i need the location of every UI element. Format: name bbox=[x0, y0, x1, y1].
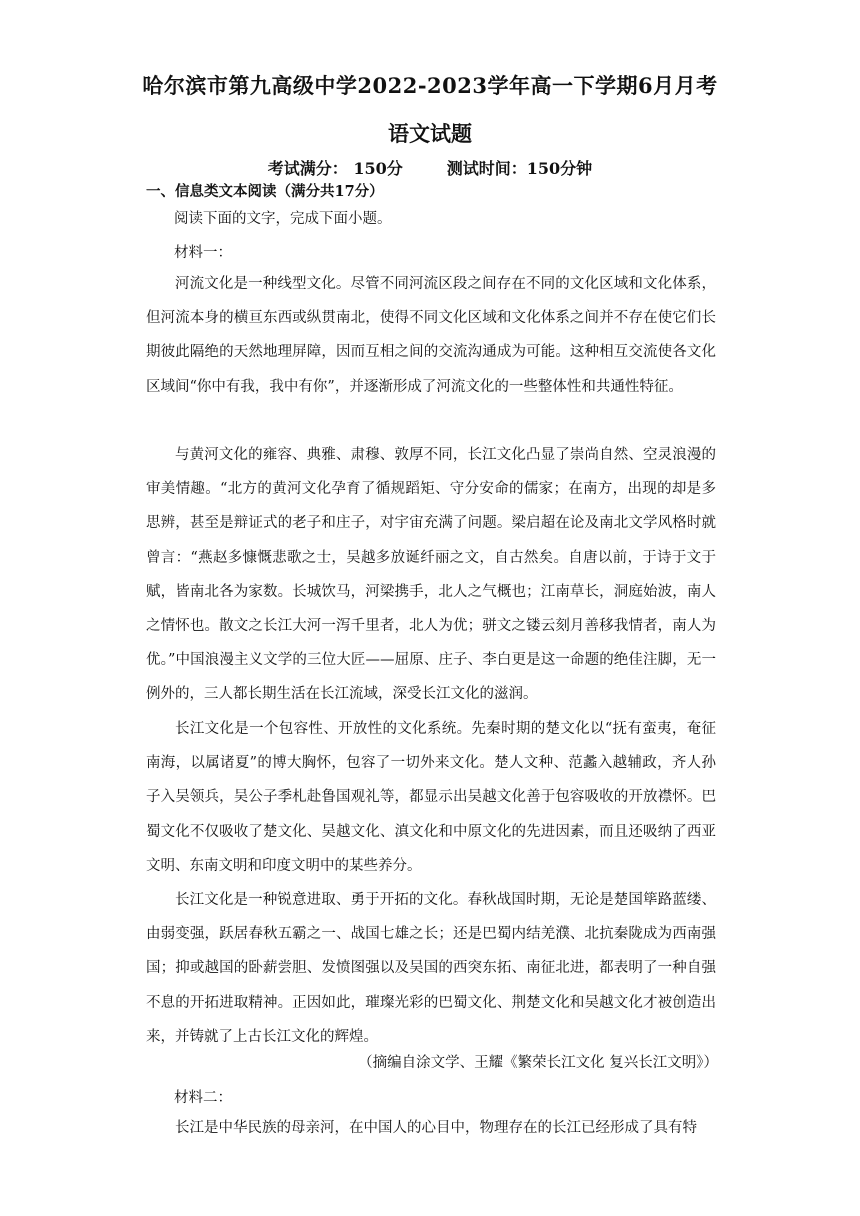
reading-instruction: 阅读下面的文字，完成下面小题。 bbox=[174, 211, 392, 227]
full-score-label: 考试满分： 150分 bbox=[267, 159, 403, 178]
exam-meta bbox=[0, 156, 860, 179]
material-two-paragraph-1: 长江是中华民族的母亲河，在中国人的心目中，物理存在的长江已经形成了具有特 bbox=[175, 1120, 697, 1136]
section-heading: 一、信息类文本阅读（满分共17分） bbox=[146, 183, 384, 200]
material-one-paragraph-1: 河流文化是一种线型文化。尽管不同河流区段之间存在不同的文化区域和文化体系，但河流本身的横亘东西或纵贯南北，使得不同文化区域和文化体系之间并不存在使它们长期彼此隔绝的天然地理屏障，因而互相之间的交流沟通成为可能。这种相互交流使各文化区域间“你中有我，我中有你”，并逐渐形成了河流文化的一些整体性和共通性特征。 bbox=[146, 276, 716, 395]
material-one-paragraph-4: 长江文化是一种锐意进取、勇于开拓的文化。春秋战国时期，无论是楚国筚路蓝缕、由弱变强，跃居春秋五霸之一、战国七雄之长；还是巴蜀内结羌濮、北抗秦陇成为西南强国；抑或越国的卧薪尝胆、发愤图强以及吴国的西突东拓、南征北进，都表明了一种自强不息的开拓进取精神。正因如此，璀璨光彩的巴蜀文化、荆楚文化和吴越文化才被创造出来，并铸就了上古长江文化的辉煌。 bbox=[146, 892, 716, 1045]
material-one-paragraph-3: 长江文化是一个包容性、开放性的文化系统。先秦时期的楚文化以“抚有蛮夷，奄征南海，以属诸夏”的博大胸怀，包容了一切外来文化。楚人文种、范蠡入越辅政，齐人孙子入吴领兵，吴公子季札赴鲁国观礼等，都显示出吴越文化善于包容吸收的开放襟怀。巴蜀文化不仅吸收了楚文化、吴越文化、滇文化和中原文化的先进因素，而且还吸纳了西亚文明、东南文明和印度文明中的某些养分。 bbox=[146, 721, 716, 874]
material-two-label: 材料二： bbox=[174, 1090, 232, 1106]
exam-subtitle: 语文试题 bbox=[388, 121, 472, 146]
exam-title: 哈尔滨市第九高级中学2022-2023学年高一下学期6月月考 bbox=[142, 73, 718, 98]
material-one-source: （摘编自涂文学、王耀《繁荣长江文化 复兴长江文明》） bbox=[358, 1055, 718, 1071]
material-one-paragraph-2: 与黄河文化的雍容、典雅、肃穆、敦厚不同，长江文化凸显了崇尚自然、空灵浪漫的审美情趣。“北方的黄河文化孕育了循规蹈矩、守分安命的儒家；在南方，出现的却是多思辨，甚至是辩证式的老子和庄子，对宇宙充满了问题。梁启超在论及南北文学风格时就曾言：“燕赵多慷慨悲歌之士，吴越多放诞纤丽之文，自古然矣。自唐以前，于诗于文于赋，皆南北各为家数。长城饮马，河梁携手，北人之气概也；江南草长，洞庭始波，南人之情怀也。散文之长江大河一泻千里者，北人为优；骈文之镂云刻月善移我情者，南人为优。”中国浪漫主义文学的三位大匠——屈原、庄子、李白更是这一命题的绝佳注脚，无一例外的，三人都长期生活在长江流域，深受长江文化的滋润。 bbox=[146, 447, 716, 703]
material-one-label: 材料一： bbox=[174, 245, 232, 261]
test-time-label: 测试时间：150分钟 bbox=[446, 159, 593, 178]
